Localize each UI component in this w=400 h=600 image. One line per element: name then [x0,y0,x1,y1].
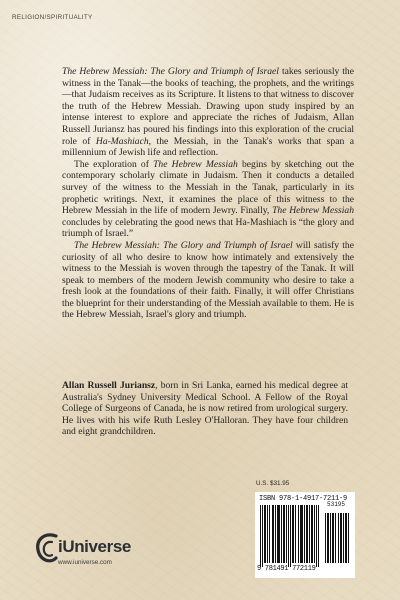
isbn-text: ISBN 978-1-4917-7211-9 [259,495,348,503]
iuniverse-swirl-icon [34,530,60,566]
book-description [62,66,354,321]
description-text: , the Messiah, in the Tanak's works that span a millennium of Jewish life and reflection. [62,135,354,159]
description-text: The exploration of [74,158,154,170]
price-label: U.S. $31.95 [256,480,290,487]
author-name: Allan Russell Juriansz [62,380,156,391]
book-title-italic: The Hebrew Messiah: The Glory and Triumph of Israel [74,239,293,251]
description-paragraph-1 [62,66,354,159]
description-text: will satisfy the curiosity of all who desire to know how intimately and extensively the witness to the Messiah is woven through the tapestry of the Tanak. It will speak to members of the modern Jewish community who desire to take a fresh look at the foundations of their faith. Finally, it will offer Christians the blueprint for their understanding of the Messiah available to them. He is the Hebrew Messiah, Israel's glory and triumph. [62,239,354,321]
description-text: takes seriously the witness in the Tanak—the books of teaching, the prophets, and the writings—that Judaism receives as its Scripture. It listens to that witness to discover the truth of the Hebrew Messiah. Drawing upon study inspired by an intense interest to explore and appreciate the riches of Judaism, Allan Russell Juriansz has poured his findings into this exploration of the crucial role of [62,66,354,147]
book-title-italic: The Hebrew Messiah: The Glory and Triumph of Israel [62,66,279,77]
book-title-italic: The Hebrew Messiah [272,205,354,217]
author-bio [62,380,348,438]
ean-digits: 9 781491 772119 [257,565,316,573]
description-paragraph-3 [62,240,354,321]
publisher-name: iUniverse [58,537,131,556]
category-label: RELIGION/SPIRITUALITY [12,14,93,21]
ean-barcode-bars [259,505,321,567]
book-title-italic: The Hebrew Messiah [153,158,238,170]
addon-barcode-bars [325,505,351,567]
description-text: begins by sketching out the contemporary scholarly climate in Judaism. Then it conducts a detailed survey of the witness to the Messiah in the Tanak, particularly in its prophetic writings. Next, it examines the place of this witness to the Hebrew Messiah in the life of modern Jewry. Finally, [62,158,355,217]
publisher-logo [34,530,144,574]
isbn-barcode [255,492,355,578]
description-paragraph-2 [62,159,354,240]
addon-code: 53195 [327,501,346,508]
description-text: concludes by celebrating the good news that Ha-Mashiach is “the glory and triumph of Israel.” [62,216,354,240]
term-italic: Ha-Mashiach [95,135,149,147]
author-bio-text: , born in Sri Lanka, earned his medical degree at Australia's Sydney University Medical School. A Fellow of the Royal College of Surgeons of Canada, he is now retired from urological surgery. He lives with his wife Ruth Lesley O'Halloran. They have four children and eight grandchildren. [62,380,348,438]
publisher-url: www.iuniverse.com [58,559,112,566]
